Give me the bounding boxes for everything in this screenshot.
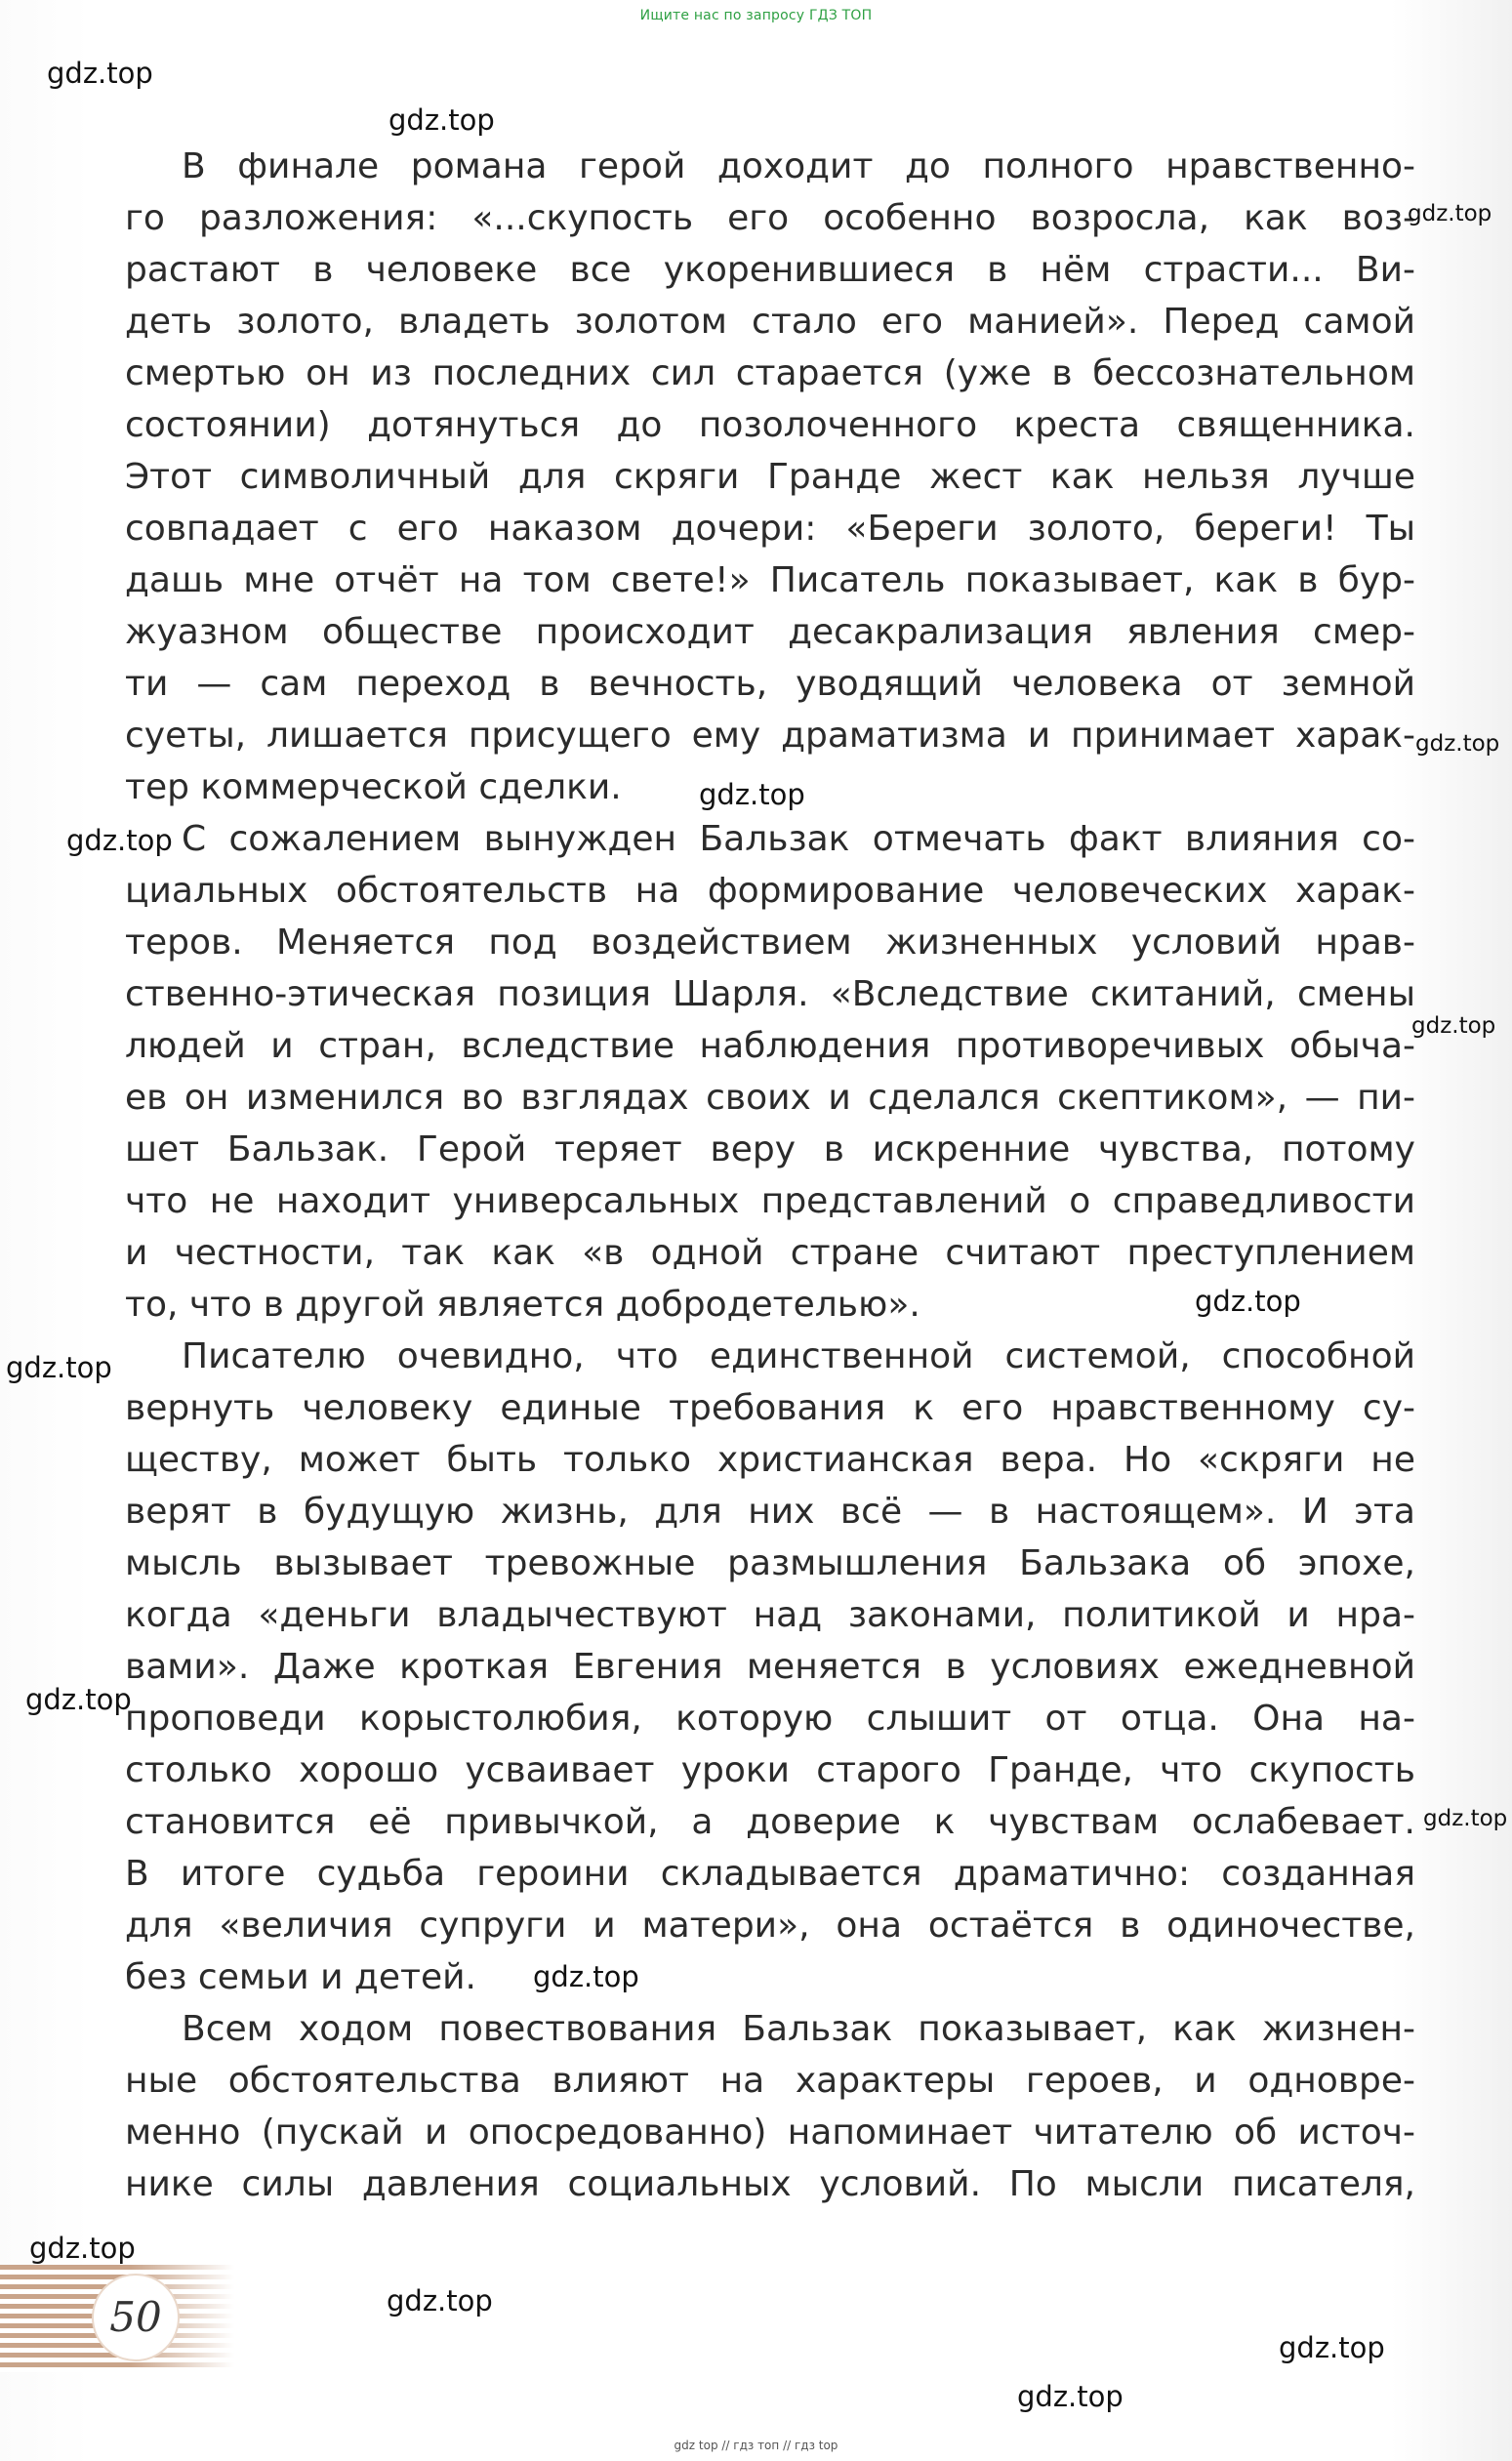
text-line: С сожалением вынужден Бальзак отмечать факт влияния со- — [182, 819, 1415, 859]
article-body — [125, 141, 1415, 2210]
watermark: gdz.top — [66, 824, 173, 857]
watermark: gdz.top — [29, 2232, 136, 2265]
text-line: ев он изменился во взглядах своих и сделался скептиком», — пи- — [125, 1078, 1415, 1118]
text-line: тер коммерческой сделки. — [125, 767, 622, 807]
watermark: gdz.top — [6, 1351, 112, 1384]
text-line: проповеди корыстолюбия, которую слышит от отца. Она на- — [125, 1699, 1415, 1739]
text-line: Писателю очевидно, что единственной системой, способной — [182, 1336, 1415, 1376]
text-line: ществу, может быть только христианская вера. Но «скряги не — [125, 1440, 1415, 1480]
top-banner: Ищите нас по запросу ГДЗ ТОП — [639, 8, 873, 23]
watermark: gdz.top — [1411, 1013, 1496, 1039]
watermark: gdz.top — [1195, 1285, 1301, 1318]
watermark: gdz.top — [1423, 1806, 1508, 1831]
watermark: gdz.top — [1017, 2380, 1124, 2413]
text-line: циальных обстоятельств на формирование человеческих харак- — [125, 871, 1415, 911]
text-line: деть золото, владеть золотом стало его манией». Перед самой — [125, 302, 1415, 342]
text-line: состоянии) дотянуться до позолоченного креста священника. — [125, 405, 1415, 445]
text-line: и честности, так как «в одной стране считают преступлением — [125, 1233, 1415, 1273]
watermark: gdz.top — [1415, 731, 1500, 757]
text-line: вами». Даже кроткая Евгения меняется в условиях ежедневной — [125, 1647, 1415, 1687]
bottom-banner: gdz top // гдз топ // гдз top — [674, 2439, 838, 2452]
text-line: для «величия супруги и матери», она остаётся в одиночестве, — [125, 1906, 1415, 1946]
text-line: ти — сам переход в вечность, уводящий человека от земной — [125, 664, 1415, 704]
text-line: теров. Меняется под воздействием жизненных условий нрав- — [125, 923, 1415, 963]
text-line: нике силы давления социальных условий. По мысли писателя, — [125, 2164, 1415, 2204]
watermark: gdz.top — [388, 103, 495, 137]
watermark: gdz.top — [533, 1960, 639, 1993]
text-line: ные обстоятельства влияют на характеры героев, и одновре- — [125, 2061, 1415, 2101]
text-line: менно (пускай и опосредованно) напоминает читателю об источ- — [125, 2112, 1415, 2153]
text-line: людей и стран, вследствие наблюдения противоречивых обыча- — [125, 1026, 1415, 1066]
text-line: го разложения: «...скупость его особенно возросла, как воз- — [125, 198, 1415, 238]
text-line: шет Бальзак. Герой теряет веру в искренние чувства, потому — [125, 1129, 1415, 1169]
text-line: Всем ходом повествования Бальзак показывает, как жизнен- — [182, 2009, 1415, 2049]
text-line: без семьи и детей. — [125, 1957, 476, 1997]
text-line: растают в человеке все укоренившиеся в нём страсти... Ви- — [125, 250, 1415, 290]
text-line: столько хорошо усваивает уроки старого Гранде, что скупость — [125, 1750, 1415, 1790]
text-line: В итоге судьба героини складывается драматично: созданная — [125, 1854, 1415, 1894]
text-line: смертью он из последних сил старается (уже в бессознательном — [125, 353, 1415, 393]
watermark: gdz.top — [699, 778, 805, 811]
watermark: gdz.top — [25, 1683, 132, 1716]
text-line: то, что в другой является добродетелью». — [125, 1285, 920, 1325]
text-line: ственно-этическая позиция Шарля. «Вследствие скитаний, смены — [125, 974, 1415, 1014]
text-line: жуазном обществе происходит десакрализация явления смер- — [125, 612, 1415, 652]
watermark: gdz.top — [387, 2284, 493, 2317]
watermark: gdz.top — [1279, 2331, 1385, 2364]
text-line: суеты, лишается присущего ему драматизма и принимает харак- — [125, 716, 1415, 756]
text-line: что не находит универсальных представлений о справедливости — [125, 1181, 1415, 1221]
text-line: верят в будущую жизнь, для них всё — в настоящем». И эта — [125, 1492, 1415, 1532]
watermark: gdz.top — [47, 57, 153, 90]
text-line: вернуть человеку единые требования к его нравственному су- — [125, 1388, 1415, 1428]
text-line: когда «деньги владычествуют над законами, политикой и нра- — [125, 1595, 1415, 1635]
text-line: совпадает с его наказом дочери: «Береги золото, береги! Ты — [125, 509, 1415, 549]
text-line: становится её привычкой, а доверие к чувствам ослабевает. — [125, 1802, 1415, 1842]
text-line: дашь мне отчёт на том свете!» Писатель показывает, как в бур- — [125, 560, 1415, 600]
text-line: Этот символичный для скряги Гранде жест как нельзя лучше — [125, 457, 1415, 497]
text-line: мысль вызывает тревожные размышления Бальзака об эпохе, — [125, 1543, 1415, 1583]
page-number: 50 — [109, 2293, 162, 2341]
text-line: В финале романа герой доходит до полного нравственно- — [182, 146, 1415, 186]
watermark: gdz.top — [1408, 201, 1492, 226]
